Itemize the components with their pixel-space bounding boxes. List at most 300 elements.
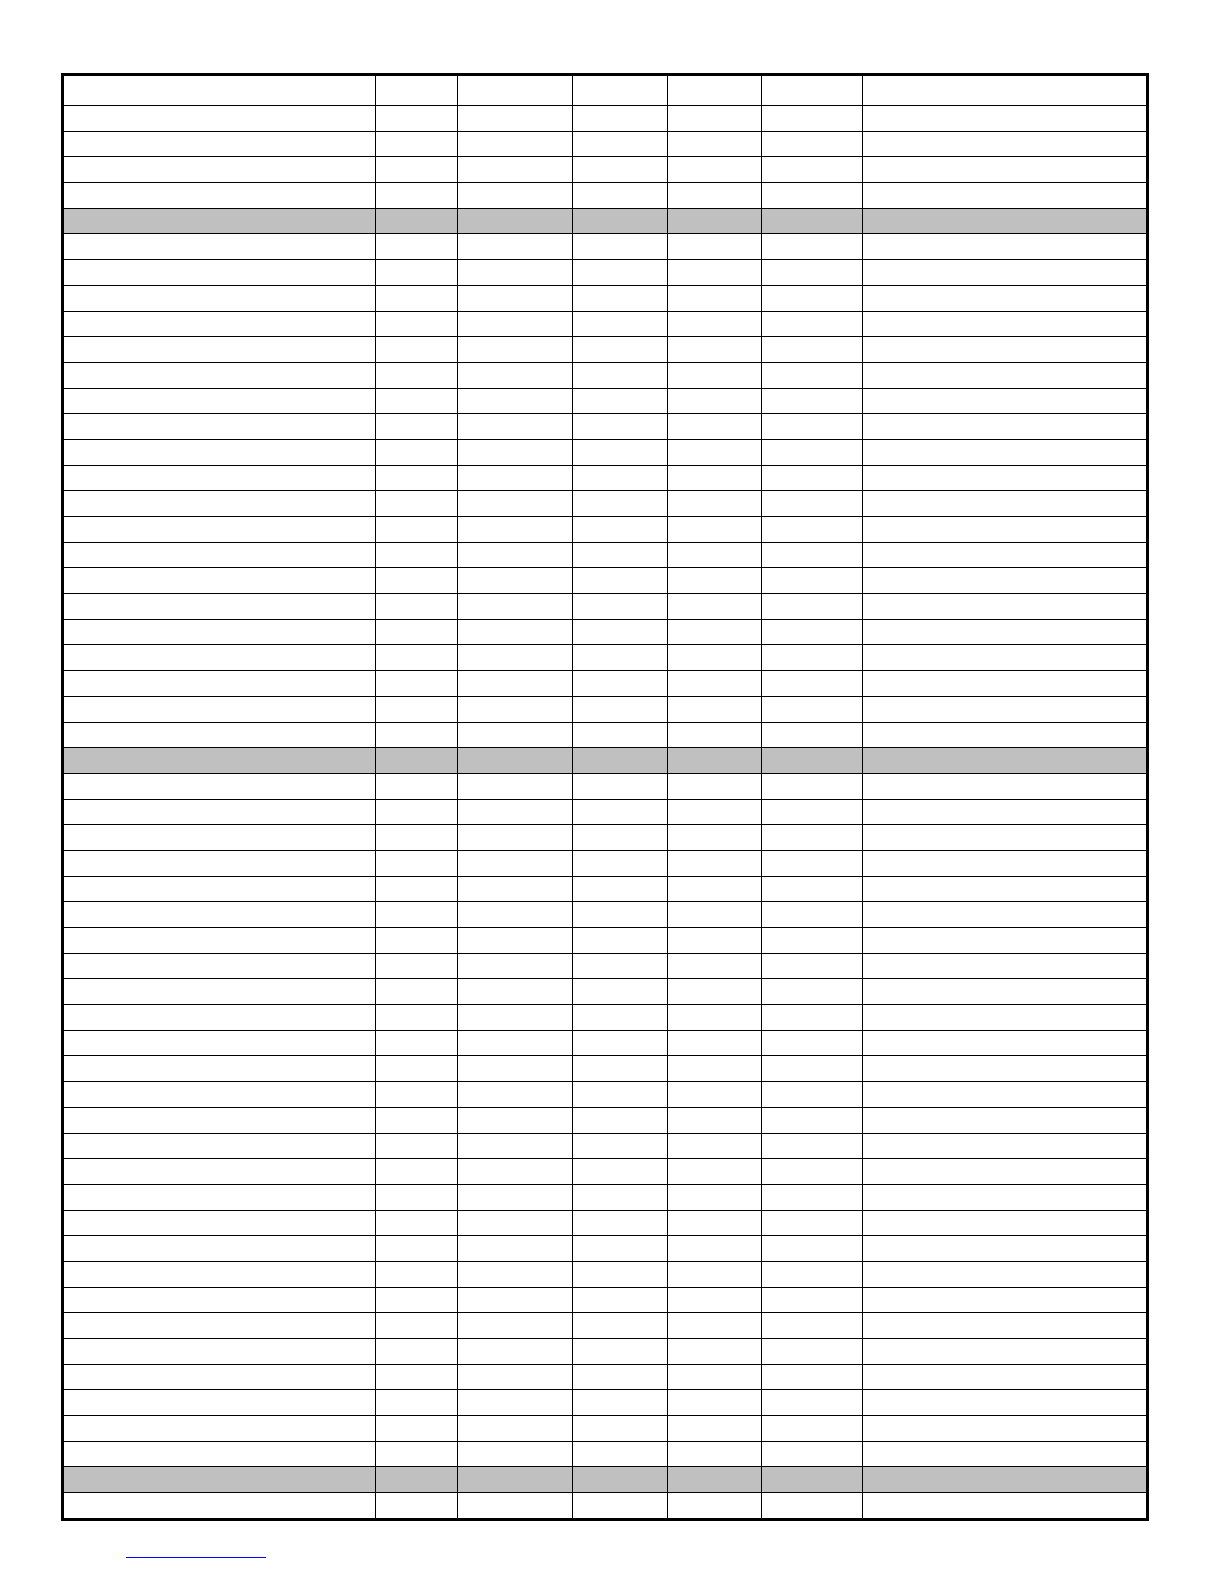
table-cell[interactable] <box>762 208 863 234</box>
table-cell[interactable] <box>863 1364 1148 1390</box>
table-cell[interactable] <box>762 1082 863 1108</box>
table-cell[interactable] <box>863 979 1148 1005</box>
table-cell[interactable] <box>573 1082 668 1108</box>
table-cell[interactable] <box>573 388 668 414</box>
table-cell[interactable] <box>376 1313 458 1339</box>
table-cell[interactable] <box>458 1339 573 1365</box>
table-cell[interactable] <box>573 491 668 517</box>
table-cell[interactable] <box>668 748 762 774</box>
table-cell[interactable] <box>376 1184 458 1210</box>
table-cell[interactable] <box>863 414 1148 440</box>
table-cell[interactable] <box>863 1210 1148 1236</box>
table-cell[interactable] <box>458 1441 573 1467</box>
table-cell[interactable] <box>63 1236 376 1262</box>
table-cell[interactable] <box>863 1030 1148 1056</box>
table-cell[interactable] <box>668 517 762 543</box>
table-cell[interactable] <box>762 260 863 286</box>
table-cell[interactable] <box>863 234 1148 260</box>
table-cell[interactable] <box>458 902 573 928</box>
table-cell[interactable] <box>63 1133 376 1159</box>
table-cell[interactable] <box>762 362 863 388</box>
table-cell[interactable] <box>668 696 762 722</box>
table-cell[interactable] <box>63 568 376 594</box>
table-cell[interactable] <box>376 106 458 132</box>
table-cell[interactable] <box>573 1390 668 1416</box>
table-cell[interactable] <box>668 311 762 337</box>
table-cell[interactable] <box>63 131 376 157</box>
table-cell[interactable] <box>376 75 458 106</box>
table-cell[interactable] <box>573 1107 668 1133</box>
table-cell[interactable] <box>668 645 762 671</box>
table-cell[interactable] <box>668 876 762 902</box>
table-cell[interactable] <box>863 1236 1148 1262</box>
table-cell[interactable] <box>863 1261 1148 1287</box>
table-cell[interactable] <box>863 568 1148 594</box>
table-cell[interactable] <box>863 953 1148 979</box>
table-cell[interactable] <box>762 1236 863 1262</box>
table-cell[interactable] <box>573 850 668 876</box>
table-cell[interactable] <box>762 491 863 517</box>
table-cell[interactable] <box>573 337 668 363</box>
table-cell[interactable] <box>458 75 573 106</box>
table-cell[interactable] <box>668 1005 762 1031</box>
table-cell[interactable] <box>573 131 668 157</box>
table-cell[interactable] <box>762 1364 863 1390</box>
table-cell[interactable] <box>63 439 376 465</box>
table-cell[interactable] <box>762 1030 863 1056</box>
table-cell[interactable] <box>762 517 863 543</box>
table-cell[interactable] <box>762 1441 863 1467</box>
table-cell[interactable] <box>376 1210 458 1236</box>
table-cell[interactable] <box>376 157 458 183</box>
table-cell[interactable] <box>668 337 762 363</box>
table-cell[interactable] <box>376 619 458 645</box>
table-cell[interactable] <box>762 722 863 748</box>
table-cell[interactable] <box>762 619 863 645</box>
table-cell[interactable] <box>458 1184 573 1210</box>
table-cell[interactable] <box>668 106 762 132</box>
table-cell[interactable] <box>573 722 668 748</box>
table-cell[interactable] <box>458 671 573 697</box>
table-cell[interactable] <box>63 491 376 517</box>
table-cell[interactable] <box>863 1184 1148 1210</box>
table-cell[interactable] <box>63 1441 376 1467</box>
table-cell[interactable] <box>863 825 1148 851</box>
table-cell[interactable] <box>458 594 573 620</box>
table-cell[interactable] <box>458 208 573 234</box>
table-cell[interactable] <box>668 1261 762 1287</box>
table-cell[interactable] <box>863 876 1148 902</box>
table-cell[interactable] <box>63 1210 376 1236</box>
table-cell[interactable] <box>458 953 573 979</box>
table-cell[interactable] <box>668 1364 762 1390</box>
table-cell[interactable] <box>458 311 573 337</box>
table-cell[interactable] <box>863 1005 1148 1031</box>
table-cell[interactable] <box>668 928 762 954</box>
table-cell[interactable] <box>668 414 762 440</box>
table-cell[interactable] <box>668 131 762 157</box>
table-cell[interactable] <box>458 1287 573 1313</box>
table-cell[interactable] <box>458 465 573 491</box>
table-cell[interactable] <box>376 131 458 157</box>
table-cell[interactable] <box>63 1056 376 1082</box>
table-cell[interactable] <box>63 671 376 697</box>
table-cell[interactable] <box>63 1287 376 1313</box>
table-cell[interactable] <box>376 953 458 979</box>
table-cell[interactable] <box>458 876 573 902</box>
table-cell[interactable] <box>458 773 573 799</box>
table-cell[interactable] <box>573 1159 668 1185</box>
table-cell[interactable] <box>668 1210 762 1236</box>
table-cell[interactable] <box>863 285 1148 311</box>
table-cell[interactable] <box>376 1056 458 1082</box>
table-cell[interactable] <box>63 1005 376 1031</box>
table-cell[interactable] <box>458 1107 573 1133</box>
table-cell[interactable] <box>863 1416 1148 1442</box>
table-cell[interactable] <box>668 1082 762 1108</box>
table-cell[interactable] <box>668 1159 762 1185</box>
table-cell[interactable] <box>376 388 458 414</box>
table-cell[interactable] <box>573 1210 668 1236</box>
table-cell[interactable] <box>863 799 1148 825</box>
table-cell[interactable] <box>63 1493 376 1520</box>
table-cell[interactable] <box>668 773 762 799</box>
table-cell[interactable] <box>376 1133 458 1159</box>
table-cell[interactable] <box>668 1133 762 1159</box>
table-cell[interactable] <box>668 1467 762 1493</box>
table-cell[interactable] <box>668 722 762 748</box>
table-cell[interactable] <box>762 568 863 594</box>
table-cell[interactable] <box>376 311 458 337</box>
table-cell[interactable] <box>376 439 458 465</box>
table-cell[interactable] <box>63 928 376 954</box>
table-cell[interactable] <box>573 1133 668 1159</box>
table-cell[interactable] <box>458 645 573 671</box>
table-cell[interactable] <box>458 979 573 1005</box>
table-cell[interactable] <box>63 106 376 132</box>
table-cell[interactable] <box>762 671 863 697</box>
table-cell[interactable] <box>668 671 762 697</box>
table-cell[interactable] <box>376 234 458 260</box>
table-cell[interactable] <box>376 465 458 491</box>
table-cell[interactable] <box>376 748 458 774</box>
table-cell[interactable] <box>668 542 762 568</box>
table-cell[interactable] <box>762 773 863 799</box>
table-cell[interactable] <box>63 1030 376 1056</box>
table-cell[interactable] <box>376 1364 458 1390</box>
table-cell[interactable] <box>573 671 668 697</box>
table-cell[interactable] <box>762 928 863 954</box>
table-cell[interactable] <box>863 183 1148 209</box>
table-cell[interactable] <box>376 183 458 209</box>
table-cell[interactable] <box>863 928 1148 954</box>
table-cell[interactable] <box>458 1313 573 1339</box>
table-cell[interactable] <box>668 1339 762 1365</box>
table-cell[interactable] <box>573 1493 668 1520</box>
table-cell[interactable] <box>668 1236 762 1262</box>
table-cell[interactable] <box>863 208 1148 234</box>
table-cell[interactable] <box>63 517 376 543</box>
table-cell[interactable] <box>668 388 762 414</box>
table-cell[interactable] <box>458 131 573 157</box>
table-cell[interactable] <box>458 1467 573 1493</box>
table-cell[interactable] <box>762 75 863 106</box>
table-cell[interactable] <box>668 208 762 234</box>
table-cell[interactable] <box>63 979 376 1005</box>
table-cell[interactable] <box>668 439 762 465</box>
table-cell[interactable] <box>762 902 863 928</box>
table-cell[interactable] <box>573 208 668 234</box>
table-cell[interactable] <box>63 1261 376 1287</box>
table-cell[interactable] <box>573 1005 668 1031</box>
table-cell[interactable] <box>573 1261 668 1287</box>
table-cell[interactable] <box>458 1056 573 1082</box>
table-cell[interactable] <box>573 748 668 774</box>
table-cell[interactable] <box>762 131 863 157</box>
table-cell[interactable] <box>668 260 762 286</box>
table-cell[interactable] <box>762 979 863 1005</box>
table-cell[interactable] <box>762 157 863 183</box>
table-cell[interactable] <box>863 1467 1148 1493</box>
table-cell[interactable] <box>668 1287 762 1313</box>
table-cell[interactable] <box>458 234 573 260</box>
table-cell[interactable] <box>376 1441 458 1467</box>
table-cell[interactable] <box>458 1210 573 1236</box>
table-cell[interactable] <box>63 337 376 363</box>
table-cell[interactable] <box>63 1416 376 1442</box>
table-cell[interactable] <box>863 1287 1148 1313</box>
table-cell[interactable] <box>63 850 376 876</box>
table-cell[interactable] <box>573 825 668 851</box>
table-cell[interactable] <box>863 106 1148 132</box>
footer-link-underline[interactable] <box>126 1557 266 1558</box>
table-cell[interactable] <box>668 953 762 979</box>
table-cell[interactable] <box>63 594 376 620</box>
table-cell[interactable] <box>63 311 376 337</box>
table-cell[interactable] <box>573 285 668 311</box>
table-cell[interactable] <box>376 414 458 440</box>
table-cell[interactable] <box>63 285 376 311</box>
table-cell[interactable] <box>376 902 458 928</box>
table-cell[interactable] <box>762 1210 863 1236</box>
table-cell[interactable] <box>458 388 573 414</box>
table-cell[interactable] <box>573 1287 668 1313</box>
table-cell[interactable] <box>376 362 458 388</box>
table-cell[interactable] <box>458 799 573 825</box>
table-cell[interactable] <box>63 1390 376 1416</box>
table-cell[interactable] <box>668 568 762 594</box>
table-cell[interactable] <box>863 388 1148 414</box>
table-cell[interactable] <box>668 1493 762 1520</box>
table-cell[interactable] <box>63 1082 376 1108</box>
table-cell[interactable] <box>458 1261 573 1287</box>
table-cell[interactable] <box>63 825 376 851</box>
table-cell[interactable] <box>668 1313 762 1339</box>
table-cell[interactable] <box>668 465 762 491</box>
table-cell[interactable] <box>863 748 1148 774</box>
table-cell[interactable] <box>458 439 573 465</box>
table-cell[interactable] <box>63 619 376 645</box>
table-cell[interactable] <box>863 1493 1148 1520</box>
table-cell[interactable] <box>573 75 668 106</box>
table-cell[interactable] <box>573 953 668 979</box>
table-cell[interactable] <box>376 594 458 620</box>
table-cell[interactable] <box>63 1107 376 1133</box>
table-cell[interactable] <box>376 208 458 234</box>
table-cell[interactable] <box>863 1133 1148 1159</box>
table-cell[interactable] <box>573 465 668 491</box>
table-cell[interactable] <box>376 1030 458 1056</box>
table-cell[interactable] <box>762 748 863 774</box>
table-cell[interactable] <box>762 696 863 722</box>
table-cell[interactable] <box>63 876 376 902</box>
table-cell[interactable] <box>762 285 863 311</box>
table-cell[interactable] <box>573 928 668 954</box>
table-cell[interactable] <box>573 157 668 183</box>
table-cell[interactable] <box>668 1030 762 1056</box>
table-cell[interactable] <box>863 773 1148 799</box>
table-cell[interactable] <box>762 1339 863 1365</box>
table-cell[interactable] <box>668 619 762 645</box>
table-cell[interactable] <box>573 594 668 620</box>
table-cell[interactable] <box>376 337 458 363</box>
table-cell[interactable] <box>458 850 573 876</box>
table-cell[interactable] <box>573 799 668 825</box>
table-cell[interactable] <box>573 1236 668 1262</box>
table-cell[interactable] <box>458 260 573 286</box>
table-cell[interactable] <box>63 902 376 928</box>
table-cell[interactable] <box>573 542 668 568</box>
table-cell[interactable] <box>376 285 458 311</box>
table-cell[interactable] <box>573 1184 668 1210</box>
table-cell[interactable] <box>668 1056 762 1082</box>
table-cell[interactable] <box>762 388 863 414</box>
table-cell[interactable] <box>668 1107 762 1133</box>
table-cell[interactable] <box>762 1261 863 1287</box>
table-cell[interactable] <box>762 106 863 132</box>
table-cell[interactable] <box>762 311 863 337</box>
table-cell[interactable] <box>573 234 668 260</box>
table-cell[interactable] <box>63 234 376 260</box>
table-cell[interactable] <box>762 1467 863 1493</box>
table-cell[interactable] <box>762 337 863 363</box>
table-cell[interactable] <box>573 1364 668 1390</box>
table-cell[interactable] <box>762 953 863 979</box>
table-cell[interactable] <box>458 362 573 388</box>
table-cell[interactable] <box>668 1416 762 1442</box>
table-cell[interactable] <box>376 1082 458 1108</box>
table-cell[interactable] <box>458 337 573 363</box>
table-cell[interactable] <box>762 542 863 568</box>
table-cell[interactable] <box>573 645 668 671</box>
table-cell[interactable] <box>376 1287 458 1313</box>
table-cell[interactable] <box>668 183 762 209</box>
table-cell[interactable] <box>863 696 1148 722</box>
table-cell[interactable] <box>762 825 863 851</box>
table-cell[interactable] <box>63 722 376 748</box>
table-cell[interactable] <box>63 362 376 388</box>
table-cell[interactable] <box>762 439 863 465</box>
table-cell[interactable] <box>573 439 668 465</box>
table-cell[interactable] <box>63 645 376 671</box>
table-cell[interactable] <box>668 362 762 388</box>
table-cell[interactable] <box>63 1313 376 1339</box>
table-cell[interactable] <box>668 825 762 851</box>
table-cell[interactable] <box>863 594 1148 620</box>
table-cell[interactable] <box>863 75 1148 106</box>
table-cell[interactable] <box>376 1261 458 1287</box>
table-cell[interactable] <box>762 799 863 825</box>
table-cell[interactable] <box>668 1184 762 1210</box>
table-cell[interactable] <box>376 825 458 851</box>
table-cell[interactable] <box>458 414 573 440</box>
table-cell[interactable] <box>63 953 376 979</box>
table-cell[interactable] <box>863 850 1148 876</box>
table-cell[interactable] <box>63 799 376 825</box>
table-cell[interactable] <box>573 1467 668 1493</box>
table-cell[interactable] <box>863 1339 1148 1365</box>
table-cell[interactable] <box>63 1339 376 1365</box>
table-cell[interactable] <box>63 414 376 440</box>
table-cell[interactable] <box>863 465 1148 491</box>
table-cell[interactable] <box>863 311 1148 337</box>
table-cell[interactable] <box>63 1364 376 1390</box>
table-cell[interactable] <box>762 594 863 620</box>
table-cell[interactable] <box>376 1005 458 1031</box>
table-cell[interactable] <box>573 260 668 286</box>
table-cell[interactable] <box>458 517 573 543</box>
table-cell[interactable] <box>458 1390 573 1416</box>
table-cell[interactable] <box>762 1005 863 1031</box>
table-cell[interactable] <box>458 1236 573 1262</box>
table-cell[interactable] <box>458 106 573 132</box>
table-cell[interactable] <box>573 1030 668 1056</box>
table-cell[interactable] <box>458 825 573 851</box>
table-cell[interactable] <box>458 568 573 594</box>
table-cell[interactable] <box>863 362 1148 388</box>
table-cell[interactable] <box>668 491 762 517</box>
table-cell[interactable] <box>573 517 668 543</box>
table-cell[interactable] <box>863 1313 1148 1339</box>
table-cell[interactable] <box>376 1416 458 1442</box>
table-cell[interactable] <box>668 902 762 928</box>
table-cell[interactable] <box>762 1159 863 1185</box>
table-cell[interactable] <box>668 979 762 1005</box>
table-cell[interactable] <box>376 568 458 594</box>
table-cell[interactable] <box>63 542 376 568</box>
table-cell[interactable] <box>376 1339 458 1365</box>
table-cell[interactable] <box>863 131 1148 157</box>
table-cell[interactable] <box>573 1313 668 1339</box>
table-cell[interactable] <box>863 1056 1148 1082</box>
table-cell[interactable] <box>376 1493 458 1520</box>
table-cell[interactable] <box>863 157 1148 183</box>
table-cell[interactable] <box>762 1056 863 1082</box>
table-cell[interactable] <box>762 876 863 902</box>
table-cell[interactable] <box>63 1184 376 1210</box>
table-cell[interactable] <box>458 928 573 954</box>
table-cell[interactable] <box>573 979 668 1005</box>
table-cell[interactable] <box>863 491 1148 517</box>
table-cell[interactable] <box>863 619 1148 645</box>
table-cell[interactable] <box>762 645 863 671</box>
table-cell[interactable] <box>376 1236 458 1262</box>
table-cell[interactable] <box>762 1313 863 1339</box>
table-cell[interactable] <box>376 671 458 697</box>
table-cell[interactable] <box>863 902 1148 928</box>
table-cell[interactable] <box>863 337 1148 363</box>
table-cell[interactable] <box>573 1056 668 1082</box>
